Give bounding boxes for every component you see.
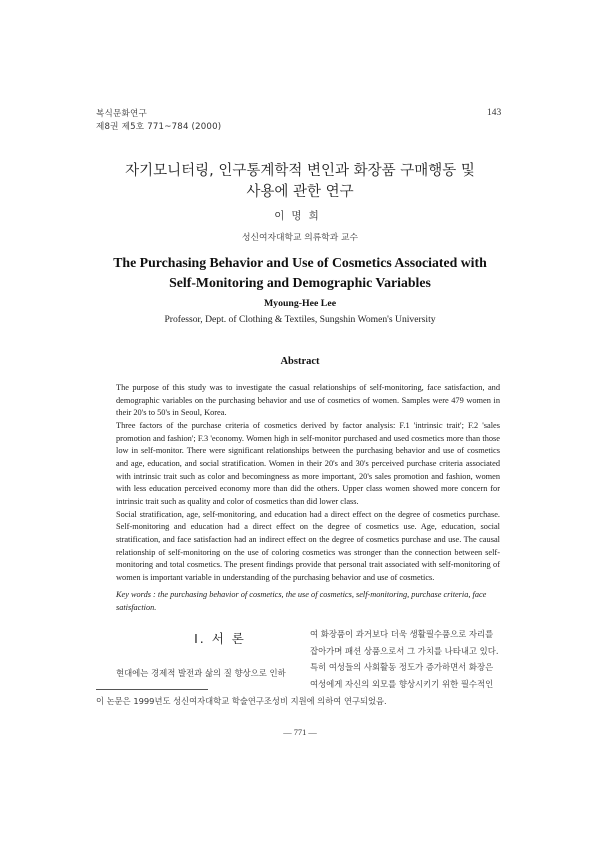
intro-line: 특히 여성들의 사회활동 정도가 증가하면서 화장은 xyxy=(310,662,494,673)
english-title-line: The Purchasing Behavior and Use of Cosmetics Associated with xyxy=(113,255,487,270)
korean-title xyxy=(80,161,520,203)
korean-title-line: 자기모니터링, 인구통계학적 변인과 화장품 구매행동 및 xyxy=(125,163,475,179)
section-heading-intro: I. 서 론 xyxy=(194,631,246,646)
intro-line: 여 화장품이 과거보다 더욱 생활필수품으로 자리를 xyxy=(310,629,494,639)
abstract-paragraph: Social stratification, age, self-monitoring, and education had a direct effect on the degree of cosmetics purchase. Self-monitoring and education had a direct effect on the degree of cosmetics use. Age, education, social stratification, and face satisfaction had an indirect effect on the degree of cosmetics purchase and use. The causal relationship of self-monitoring on the use of coloring cosmetics was stronger than the connection between self-monitoring and total cosmetics. The present findings provide that personal trait associated with self-monitoring of women is important variable in understanding of the purchasing behavior and use of cosmetics. xyxy=(116,509,500,582)
korean-title-line: 사용에 관한 연구 xyxy=(246,184,354,200)
english-title-line: Self-Monitoring and Demographic Variables xyxy=(169,275,431,290)
english-author: Myoung-Hee Lee xyxy=(263,298,337,309)
page-number: 143 xyxy=(487,108,502,118)
abstract-heading: Abstract xyxy=(280,356,320,367)
intro-line: 잡아가며 패션 상품으로서 그 가치를 나타내고 있다. xyxy=(310,645,499,656)
abstract-body xyxy=(116,382,500,585)
abstract-paragraph: Three factors of the purchase criteria of cosmetics derived by factor analysis: F.1 'intrinsic trait'; F.2 'sales promotion and fashion'; F.3 'economy. Women high in self-monitor purchased and used cosmetics more than those low in self-monitor. There were significant relationships between the purchasing behavior and use of cosmetics and age, education, and social stratification. Women in their 20's and 30's perceived purchase criteria associated with intrinsic trait such as color and becomingness as more important, 20's sales promotion and fashion, women with less education perceived economy more than did the others. Upper class women showed more concern for intrinsic trait such as quality and color of cosmetics than did lower class. xyxy=(116,420,500,506)
english-title xyxy=(60,253,540,293)
keywords-text: the purchasing behavior of cosmetics, the use of cosmetics, self-monitoring, purchase criteria, face satisfaction. xyxy=(116,590,487,612)
korean-affiliation: 성신여자대학교 의류학과 교수 xyxy=(241,233,359,243)
page-footer: ― 771 ― xyxy=(283,728,317,737)
intro-right-column xyxy=(310,626,506,692)
keywords-label: Key words xyxy=(116,590,151,599)
korean-author: 이명희 xyxy=(274,210,326,222)
journal-volume: 제8권 제5호 771~784 (2000) xyxy=(96,122,222,132)
keywords xyxy=(116,589,500,614)
journal-header xyxy=(96,108,221,134)
keywords-separator: : xyxy=(153,590,158,599)
abstract-paragraph: The purpose of this study was to investigate the casual relationships of self-monitoring, face satisfaction, and demographic variables on the purchasing behavior and use of cosmetics of women. Samples were 479 women in their 20's to 50's in Seoul, Korea. xyxy=(116,383,500,418)
footnote-divider xyxy=(96,689,208,690)
intro-left-column: 현대에는 경제적 발전과 삶의 질 향상으로 인하 xyxy=(116,668,286,678)
journal-name: 복식문화연구 xyxy=(96,109,148,119)
english-affiliation: Professor, Dept. of Clothing & Textiles, Sungshin Women's University xyxy=(164,314,436,325)
intro-line: 여성에게 자신의 외모를 향상시키기 위한 필수적인 xyxy=(310,678,494,689)
footnote: 이 논문은 1999년도 성신여자대학교 학술연구조성비 지원에 의하여 연구되었음. xyxy=(96,696,387,706)
